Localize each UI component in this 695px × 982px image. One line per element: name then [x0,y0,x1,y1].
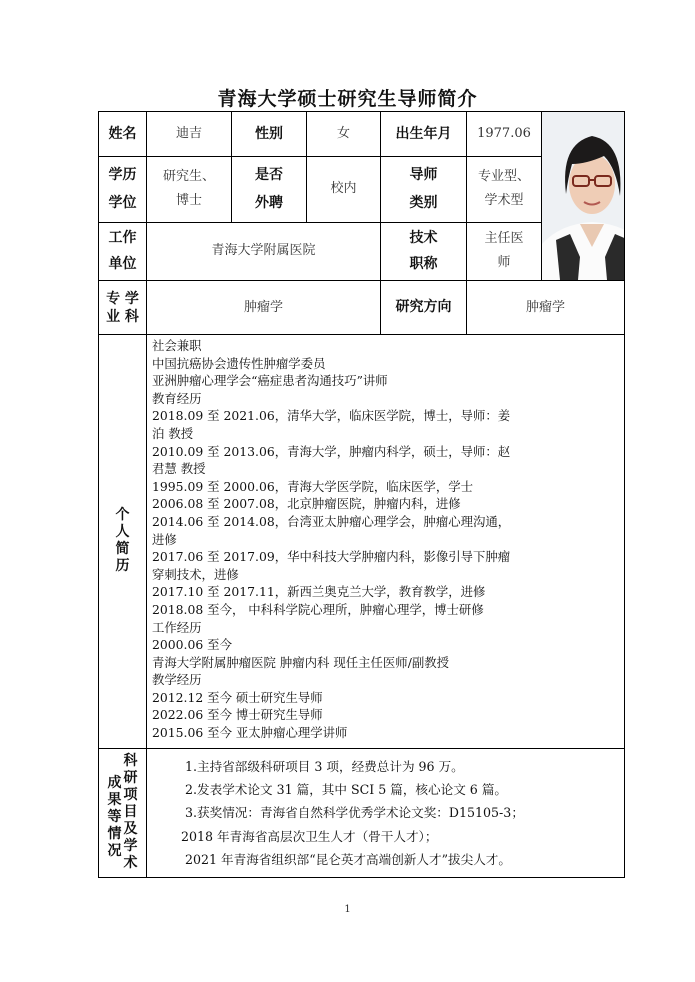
work-unit-value: 青海大学附属医院 [147,222,381,280]
bio-line: 穿刺技术，进修 [152,566,239,582]
bio-line: 2014.06 至 2014.08，台湾亚太肿瘤心理学会，肿瘤心理沟通， [152,513,511,529]
job-title-value: 主任医 师 [467,222,542,280]
gender-value: 女 [307,112,381,157]
bio-line: 2017.06 至 2017.09，华中科技大学肿瘤内科，影像引导下肿瘤 [152,549,511,565]
bio-label-char: 简 [115,541,130,558]
bio-line: 2012.12 至今 硕士研究生导师 [152,689,323,705]
bio-label [99,335,147,749]
name-value: 迪吉 [147,112,232,157]
birth-value: 1977.06 [467,112,542,157]
bio-line: 2018.09 至 2021.06，清华大学，临床医学院，博士，导师：姜 [152,408,511,424]
achievements-label-char: 研 [123,770,138,787]
bio-line: 1995.09 至 2000.06，青海大学医学院，临床医学，学士 [152,478,473,494]
bio-label-char: 个 [115,507,130,524]
supervisor-type-value: 专业型、 学术型 [467,157,542,222]
bio-line: 教学经历 [152,672,202,688]
portrait-image [542,112,625,280]
bio-line: 2010.09 至 2013.06，青海大学，肿瘤内科学，硕士，导师：赵 [152,443,511,459]
birth-label: 出生年月 [381,112,467,157]
research-direction-label: 研究方向 [381,281,467,335]
bio-content [147,335,625,749]
page-number: 1 [344,904,351,915]
gender-label: 性别 [232,112,307,157]
portrait-photo [542,112,625,281]
work-unit-label: 工作 单位 [99,222,147,280]
external-label: 是否 外聘 [232,157,307,222]
research-direction-value: 肿瘤学 [467,281,625,335]
achievement-line: 2021 年青海省组织部“昆仑英才高端创新人才”拔尖人才。 [185,851,511,867]
bio-line: 2000.06 至今 [152,637,232,653]
achievements-label-char: 及 [123,821,138,838]
education-label: 学历 学位 [99,157,147,222]
achievements-label-char: 学 [123,838,138,855]
education-value: 研究生、 博士 [147,157,232,222]
bio-line: 2017.10 至 2017.11，新西兰奥克兰大学，教育教学，进修 [152,584,486,600]
bio-line: 工作经历 [152,619,202,635]
bio-line: 社会兼职 [152,338,202,353]
achievement-line: 3.获奖情况：青海省自然科学优秀学术论文奖：D15105-3； [185,805,524,821]
achievement-line: 1.主持省部级科研项目 3 项，经费总计为 96 万。 [185,758,464,774]
profile-table [98,111,625,878]
bio-line: 2015.06 至今 亚太肿瘤心理学讲师 [152,725,348,741]
bio-line: 亚洲肿瘤心理学会“癌症患者沟通技巧”讲师 [152,373,388,389]
achievements-label-char: 成 [107,775,122,792]
achievements-label-char: 情 [107,826,122,843]
bio-line: 泊 教授 [152,425,194,441]
achievements-label-char: 科 [123,753,138,770]
name-label: 姓名 [99,112,147,157]
achievements-label-char: 目 [123,804,138,821]
bio-line: 青海大学附属肿瘤医院 肿瘤内科 现任主任医师/副教授 [152,654,450,670]
bio-label-char: 历 [115,558,130,575]
bio-line: 2022.06 至今 博士研究生导师 [152,707,323,723]
job-title-label: 技术 职称 [381,222,467,280]
major-value: 肿瘤学 [147,281,381,335]
achievements-label-char: 况 [107,843,122,860]
page-title: 青海大学硕士研究生导师简介 [217,88,478,110]
bio-line: 2006.08 至 2007.08，北京肿瘤医院，肿瘤内科，进修 [152,496,461,512]
achievements-label-char: 术 [123,855,138,872]
bio-label-char: 人 [115,524,130,541]
achievements-label-char: 等 [107,809,122,826]
achievements-label-char: 果 [107,792,122,809]
achievements-label-char: 项 [123,787,138,804]
achievements-label [99,748,147,877]
achievement-line: 2.发表学术论文 31 篇，其中 SCI 5 篇，核心论文 6 篇。 [185,781,508,797]
bio-line: 进修 [152,531,177,547]
bio-line: 2018.08 至今， 中科科学院心理所，肿瘤心理学，博士研修 [152,601,484,617]
major-label: 专 学 业 科 [99,281,147,335]
achievement-line: 2018 年青海省高层次卫生人才（骨干人才）； [181,828,438,844]
bio-line: 教育经历 [152,390,202,406]
bio-line: 君慧 教授 [152,461,206,477]
bio-line: 中国抗癌协会遗传性肿瘤学委员 [152,355,326,371]
achievements-content [147,748,625,877]
supervisor-type-label: 导师 类别 [381,157,467,222]
external-value: 校内 [307,157,381,222]
